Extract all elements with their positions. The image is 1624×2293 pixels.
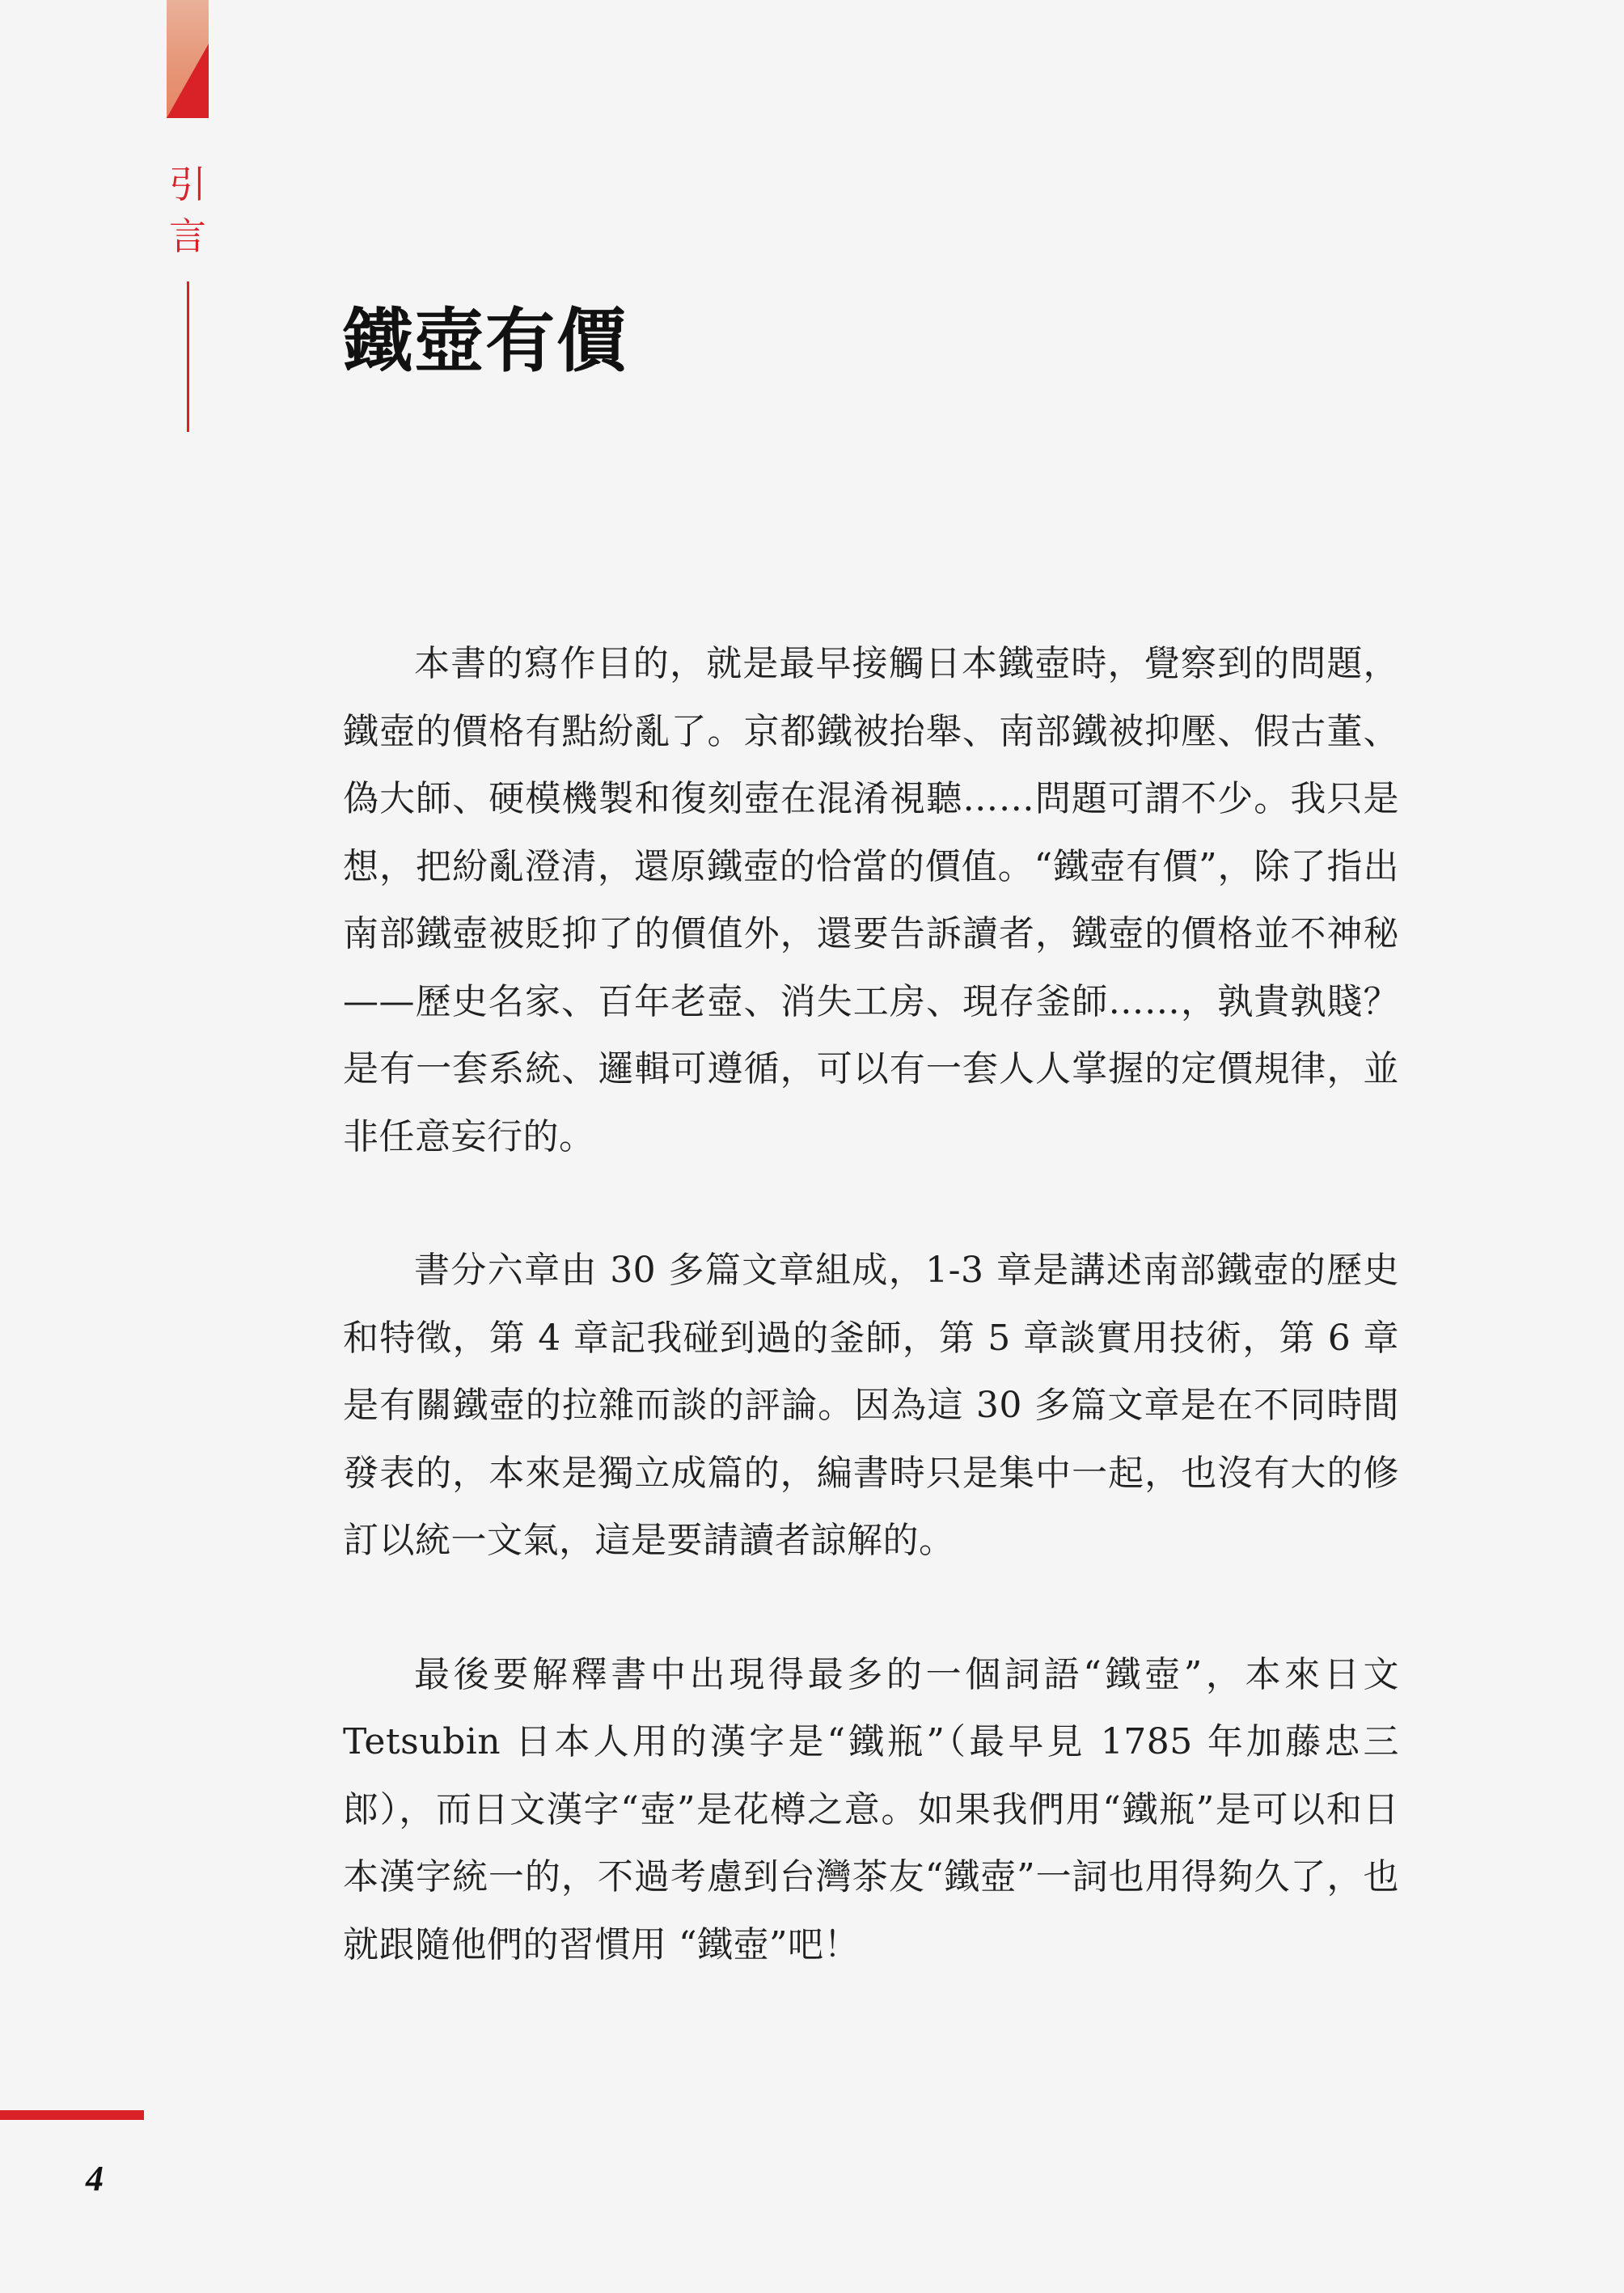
page-number: 4	[86, 2159, 104, 2198]
paragraph-1: 本書的寫作目的，就是最早接觸日本鐵壺時，覺察到的問題，鐵壺的價格有點紛亂了。京都鐵被抬舉、南部鐵被抑壓、假古董、偽大師、硬模機製和復刻壺在混淆視聽……問題可謂不少。我只是想，把紛亂澄清，還原鐵壺的恰當的價值。“鐵壺有價”，除了指出南部鐵壺被貶抑了的價值外，還要告訴讀者，鐵壺的價格並不神秘——歷史名家、百年老壺、消失工房、現存釜師……，孰貴孰賤？是有一套系統、邏輯可遵循，可以有一套人人掌握的定價規律，並非任意妄行的。	[343, 643, 1399, 1157]
paragraph-2: 書分六章由 30 多篇文章組成，1-3 章是講述南部鐵壺的歷史和特徵，第 4 章記我碰到過的釜師，第 5 章談實用技術，第 6 章是有關鐵壺的拉雜而談的評論。因為這 30 多篇文章是在不同時間發表的，本來是獨立成篇的，編書時只是集中一起，也沒有大的修訂以統一文氣，這是要請讀者諒解的。	[343, 1250, 1399, 1561]
section-label-char: 言	[169, 214, 206, 258]
page-title: 鐵壺有價	[343, 301, 628, 382]
section-label-char: 引	[169, 163, 206, 206]
corner-bookmark-tab	[167, 0, 209, 118]
body-text	[343, 630, 1399, 2045]
paragraph-3: 最後要解釋書中出現得最多的一個詞語“鐵壺”，本來日文 Tetsubin 日本人用的漢字是“鐵瓶”（最早見 1785 年加藤忠三郎），而日文漢字“壺”是花樽之意。如果我們用“鐵瓶”是可以和日本漢字統一的，不過考慮到台灣茶友“鐵壺”一詞也用得夠久了，也就跟隨他們的習慣用 “鐵壺”吧！	[343, 1653, 1399, 1965]
corner-tab-triangle	[167, 44, 209, 118]
section-label	[167, 159, 209, 262]
section-divider	[187, 281, 189, 432]
footer-divider	[0, 2110, 144, 2120]
